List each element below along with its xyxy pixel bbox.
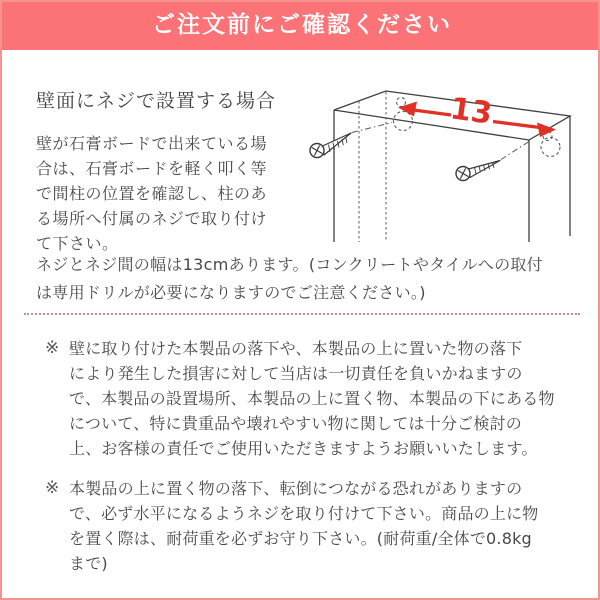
disclaimer-note-load-limit: [45, 476, 585, 576]
dotted-divider: [24, 313, 580, 315]
screw-icon-left: [310, 123, 392, 158]
text-line: 合は、石膏ボードを軽く叩く等: [36, 159, 268, 178]
note-line: 壁に取り付けた本製品の落下や、本製品の上に置いた物の落下: [69, 339, 523, 358]
note-line: を置く際は、耐荷重を必ずお守り下さい。(耐荷重/全体で0.8kg: [69, 529, 532, 548]
text-line: て下さい。: [36, 234, 119, 253]
note-lines: [69, 336, 585, 461]
note-line: で、本製品の設置場所、本製品の上に置く物、本製品の下にある物: [69, 389, 555, 408]
screw-icon-right: [456, 142, 529, 181]
note-line: について、特に貴重品や壊れやすい物に関しては十分ご検討の: [69, 414, 522, 433]
page-title: ご注文前にご確認ください: [152, 11, 452, 38]
text-line: 壁が石膏ボードで出来ている場: [36, 134, 268, 153]
disclaimer-note-liability: [45, 336, 585, 461]
screw-spacing-note: [36, 251, 596, 307]
note-line: まで): [69, 554, 108, 573]
note-marker: ※: [45, 338, 60, 358]
note-line: 上、お客様の責任でご使用いただきますようお願いいたします。: [69, 439, 538, 458]
note-line: により発生した損害に対して当店は一切責任を負いかねますの: [69, 364, 523, 383]
section-heading: 壁面にネジで設置する場合: [36, 90, 277, 112]
dimension-arrow: [398, 91, 556, 137]
text-line: ネジとネジ間の幅は13cmあります。(コンクリートやタイルへの取付: [36, 255, 543, 274]
text-line: る場所へ付属のネジで取り付け: [36, 209, 268, 228]
text-line: で間柱の位置を確認し、柱のあ: [36, 184, 268, 203]
dimension-label: 13: [447, 91, 495, 132]
wall-mount-diagram: [302, 60, 600, 245]
note-line: で、必ず水平になるようネジを取り付けて下さい。商品の上に物: [69, 504, 539, 523]
header-banner: [0, 0, 600, 50]
note-marker: ※: [45, 478, 60, 498]
note-line: 本製品の上に置く物の落下、転倒につながる恐れがありますの: [69, 479, 523, 498]
keyhole-marker-right: [541, 132, 560, 157]
note-lines: [69, 476, 585, 576]
text-line: は専用ドリルが必要になりますのでご注意ください。): [36, 283, 426, 302]
wall-mount-instructions: [36, 131, 321, 256]
